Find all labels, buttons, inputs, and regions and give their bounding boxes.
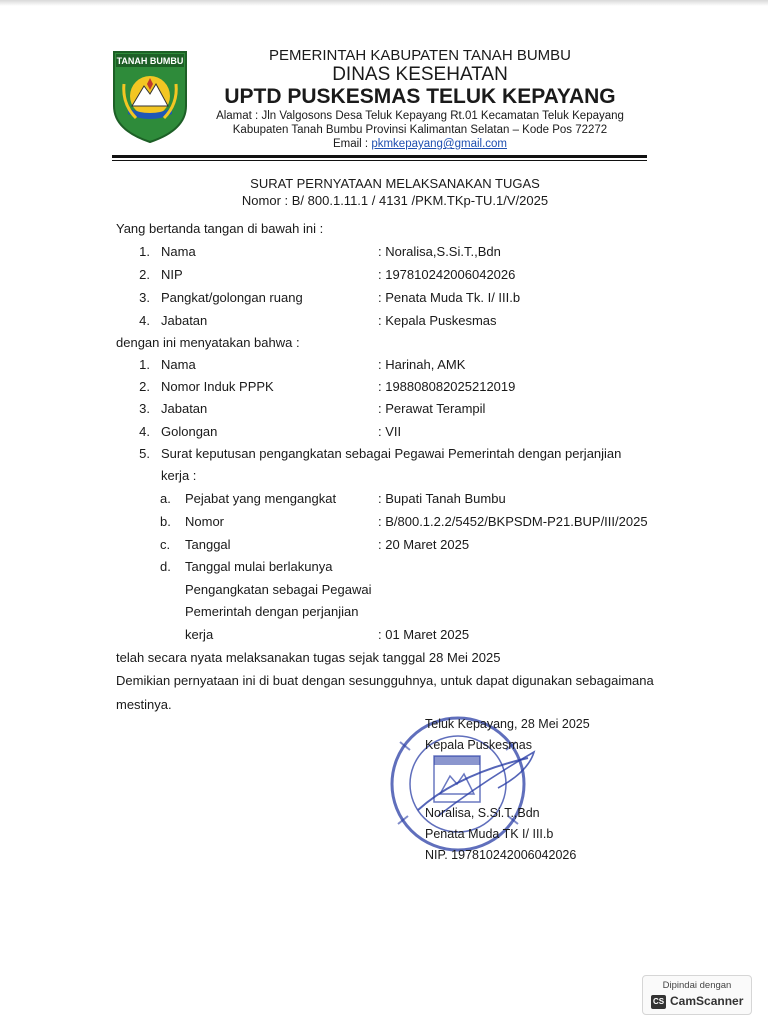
sub-item-d-line: Pengangkatan sebagai Pegawai [185,582,372,597]
signature-nip: NIP. 197810242006042026 [425,848,577,862]
logo-label: TANAH BUMBU [116,56,184,66]
signer-number: 3. [139,290,150,305]
camscanner-icon: CS [651,995,666,1009]
email-label: Email : [332,138,369,150]
camscanner-caption: Dipindai dengan [662,980,732,991]
email-link[interactable]: pkmkepayang@gmail.com [371,138,508,150]
camscanner-watermark [642,975,752,1015]
subject-number: 4. [139,424,150,439]
subject-value: : Perawat Terampil [378,401,486,416]
sub-item-letter: c. [160,537,171,552]
header-address-line2: Kabupaten Tanah Bumbu Provinsi Kalimantan Selatan – Kode Pos 72272 [232,124,608,136]
signer-number: 4. [139,313,150,328]
header-rule-thin [112,160,647,161]
subject-value: : 198808082025212019 [378,379,516,394]
subject-label: Golongan [161,424,218,439]
sub-item-value: : 01 Maret 2025 [378,627,470,642]
subject-value: : VII [378,424,402,439]
signer-number: 2. [139,267,150,282]
header-department: DINAS KESEHATAN [332,64,508,85]
sub-item-d-line: Tanggal mulai berlakunya [185,559,333,574]
signer-value: : Kepala Puskesmas [378,313,497,328]
signer-value: : Noralisa,S.Si.T.,Bdn [378,244,501,259]
intro-text: Yang bertanda tangan di bawah ini : [116,221,324,236]
signature-place-date: Teluk Kepayang, 28 Mei 2025 [425,717,590,731]
signature-position: Kepala Puskesmas [425,738,533,752]
header-address-line1: Alamat : Jln Valgosons Desa Teluk Kepayang Rt.01 Kecamatan Teluk Kepayang [216,110,624,122]
sub-item-letter: b. [160,514,171,529]
sub-item-value: : Bupati Tanah Bumbu [378,491,506,506]
item5-number: 5. [139,446,150,461]
camscanner-name: CamScanner [670,994,744,1008]
sub-item-letter: d. [160,559,171,574]
header-email [200,138,640,150]
signer-number: 1. [139,244,150,259]
header-government: PEMERINTAH KABUPATEN TANAH BUMBU [269,47,571,64]
header-puskesmas: UPTD PUSKESMAS TELUK KEPAYANG [224,85,616,108]
sub-item-letter: a. [160,491,171,506]
signer-value: : Penata Muda Tk. I/ III.b [378,290,521,305]
regency-logo [110,48,190,144]
subject-number: 3. [139,401,150,416]
closing-line3: mestinya. [116,697,172,712]
signer-label: Nama [161,244,196,259]
subject-number: 1. [139,357,150,372]
page-top-edge [0,0,768,6]
item5-text-line2: kerja : [161,468,197,483]
subject-label: Nomor Induk PPPK [161,379,274,394]
closing-line1: telah secara nyata melaksanakan tugas sejak tanggal 28 Mei 2025 [116,650,501,665]
signer-value: : 197810242006042026 [378,267,516,282]
sub-item-label: Tanggal [185,537,231,552]
closing-line2: Demikian pernyataan ini di buat dengan sesungguhnya, untuk dapat digunakan sebagaimana [116,673,654,688]
subject-label: Nama [161,357,196,372]
statement-text: dengan ini menyatakan bahwa : [116,335,300,350]
sub-item-value: : 20 Maret 2025 [378,537,470,552]
sub-item-d-line: Pemerintah dengan perjanjian [185,604,359,619]
header-rule-thick [112,155,647,158]
sub-item-label: Pejabat yang mengangkat [185,491,337,506]
document-number: Nomor : B/ 800.1.11.1 / 4131 /PKM.TKp-TU.1/V/2025 [241,193,549,208]
subject-number: 2. [139,379,150,394]
signer-label: Jabatan [161,313,208,328]
signature-rank: Penata Muda TK I/ III.b [425,827,554,841]
sub-item-d-line: kerja [185,627,214,642]
signer-label: NIP [161,267,183,282]
sub-item-value: : B/800.1.2.2/5452/BKPSDM-P21.BUP/III/2025 [378,514,648,529]
subject-value: : Harinah, AMK [378,357,466,372]
document-title: SURAT PERNYATAAN MELAKSANAKAN TUGAS [250,176,540,191]
signature-name: Noralisa, S.Si.T.,Bdn [425,806,540,820]
signer-label: Pangkat/golongan ruang [161,290,303,305]
subject-label: Jabatan [161,401,208,416]
sub-item-label: Nomor [185,514,225,529]
item5-text-line1: Surat keputusan pengangkatan sebagai Pegawai Pemerintah dengan perjanjian [161,446,622,461]
